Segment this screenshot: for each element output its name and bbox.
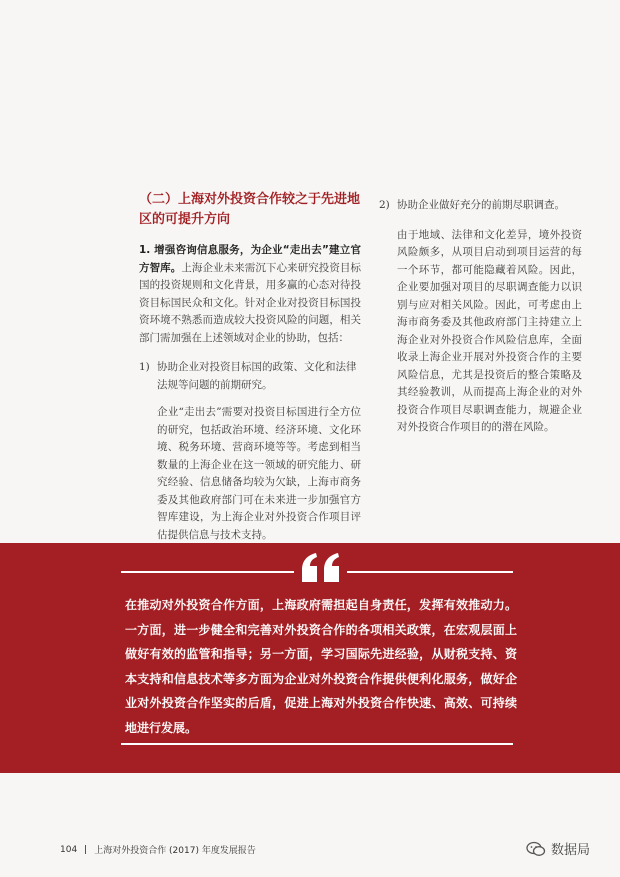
quote-rule-bottom [121, 743, 513, 745]
list-number: 2) [379, 199, 390, 211]
list-item-1 [139, 359, 361, 394]
pull-quote-text: 在推动对外投资合作方面，上海政府需担起自身责任，发挥有效推动力。一方面，进一步健全和完善对外投资合作的各项相关政策，在宏观层面上做好有效的监管和指导；另一方面，学习国际先进经验，从财税支持、资本支持和信息技术等多方面为企业对外投资合作提供便利化服务，做好企业对外投资合作坚实的后盾，促进上海对外投资合作快速、高效、可持续地进行发展。 [125, 598, 517, 735]
list-number: 1) [139, 361, 150, 373]
watermark-label: 数据局 [551, 843, 591, 858]
footer-separator [85, 845, 86, 854]
list-item-1-detail: 企业“走出去”需要对投资目标国进行全方位的研究，包括政治环境、经济环境、文化环境、税务环境、营商环境等等。考虑到相当数量的上海企业在这一领域的研究能力、研究经验、信息储备均较为欠缺，上海市商务委及其他政府部门可在未来进一步加强官方智库建设，为上海企业对外投资合作项目评估提供信息与技术支持。 [157, 406, 361, 541]
item1-lead: 1. 增强咨询信息服务，为企业“走出去”建立官方智库。 [139, 244, 361, 274]
list-text: 协助企业对投资目标国的政策、文化和法律法规等问题的前期研究。 [157, 361, 357, 391]
item1-body: 上海企业未来需沉下心来研究投资目标国的投资规则和文化背景，用多赢的心态对待投资目标国民众和文化。针对企业对投资目标国投资环境不熟悉而造成较大投资风险的问题，相关部门需加强在上述领域对企业的协助，包括： [139, 261, 362, 344]
pull-quote-band [0, 543, 620, 773]
list-text: 协助企业做好充分的前期尽职调查。 [397, 199, 565, 211]
quote-mark-icon [298, 548, 344, 592]
report-title: 上海对外投资合作 (2017) 年度发展报告 [94, 846, 256, 856]
right-column [379, 197, 582, 437]
left-column [139, 190, 361, 544]
quote-rule-top-right [347, 571, 513, 573]
watermark [526, 839, 590, 858]
item1-paragraph [139, 242, 361, 347]
list-item-2 [379, 197, 582, 215]
page-number: 104 [60, 844, 78, 855]
section-title: （二）上海对外投资合作较之于先进地区的可提升方向 [139, 192, 361, 227]
list-item-2-detail: 由于地域、法律和文化差异，境外投资风险颇多，从项目启动到项目运营的每一个环节，都可能隐藏着风险。因此，企业要加强对项目的尽职调查能力以识别与应对相关风险。因此，可考虑由上海市商务委及其他政府部门主持建立上海企业对外投资合作风险信息库，全面收录上海企业开展对外投资合作的主要风险信息，尤其是投资后的整合策略及其经验教训，从而提高上海企业的对外投资合作项目尽职调查能力，规避企业对外投资合作项目的的潜在风险。 [397, 228, 582, 433]
page-footer [60, 843, 256, 856]
quote-rule-top-left [121, 571, 294, 573]
wechat-icon [526, 841, 546, 857]
